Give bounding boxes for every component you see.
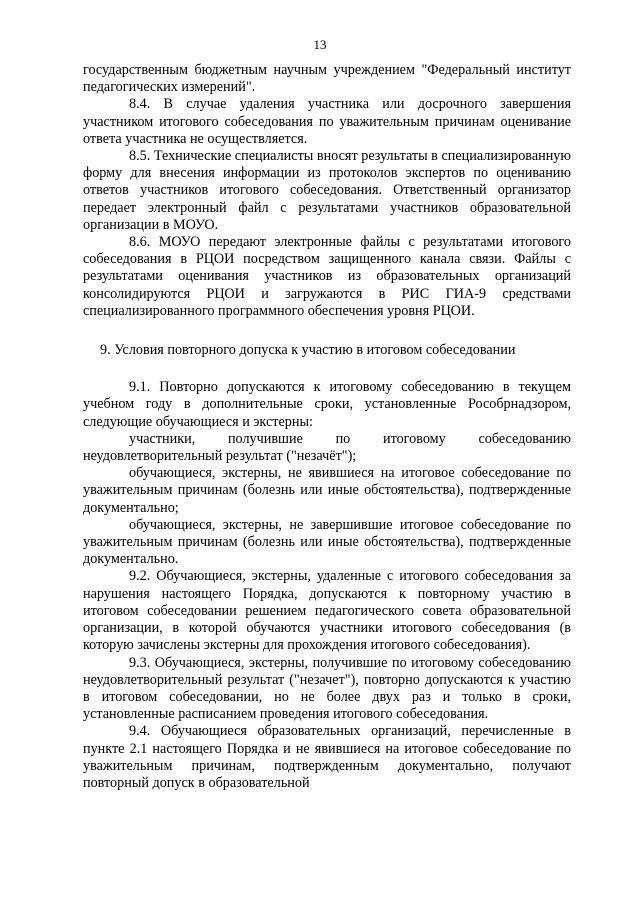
paragraph-8-5: 8.5. Технические специалисты вносят результаты в специализированную форму для внесения информации из протоколов экспертов по оцениванию ответов участников итогового собеседования. Ответственный организатор передает электронный файл с результатами участников образовательной организации в МОУО.	[83, 148, 571, 233]
page-number: 13	[313, 37, 327, 52]
list-item: обучающиеся, экстерны, не явившиеся на итоговое собеседование по уважительным причинам (болезнь или иные обстоятельства), подтвержденные документально;	[83, 465, 571, 516]
document-body	[83, 62, 571, 792]
paragraph-9-1: 9.1. Повторно допускаются к итоговому собеседованию в текущем учебном году в дополнительные сроки, установленные Рособрнадзором, следующие обучающиеся и экстерны:	[83, 379, 571, 430]
section-heading: 9. Условия повторного допуска к участию в итоговом собеседовании	[100, 342, 516, 359]
paragraph-8-6: 8.6. МОУО передают электронные файлы с результатами итогового собеседования в РЦОИ посредством защищенного канала связи. Файлы с результатами оценивания участников из образовательных организаций консолидируются РЦОИ и загружаются в РИС ГИА-9 средствами специализированного программного обеспечения уровня РЦОИ.	[83, 234, 571, 319]
paragraph-9-3: 9.3. Обучающиеся, экстерны, получившие по итоговому собеседованию неудовлетворительный результат ("незачет"), повторно допускаются к участию в итоговом собеседовании, но не более двух раз и только в сроки, установленные расписанием проведения итогового собеседования.	[83, 654, 571, 723]
paragraph-9-4: 9.4. Обучающиеся образовательных организаций, перечисленные в пункте 2.1 настоящего Порядка и не явившиеся на итоговое собеседование по уважительным причинам, подтвержденным документально, получают повторный допуск в образовательной	[83, 723, 571, 791]
paragraph-8-4: 8.4. В случае удаления участника или досрочного завершения участником итогового собеседования по уважительным причинам оценивание ответа участника не осуществляется.	[83, 96, 571, 147]
paragraph-9-2: 9.2. Обучающиеся, экстерны, удаленные с итогового собеседования за нарушения настоящего Порядка, допускаются к повторному участию в итоговом собеседовании решением педагогического совета образовательной организации, в которой обучаются участники итогового собеседования (в которую зачислены экстерны для прохождения итогового собеседования).	[83, 568, 571, 654]
paragraph: государственным бюджетным научным учреждением "Федеральный институт педагогических измерений".	[83, 62, 571, 96]
list-item: обучающиеся, экстерны, не завершившие итоговое собеседование по уважительным причинам (болезнь или иные обстоятельства), подтвержденные документально.	[83, 516, 571, 568]
list-item: участники, получившие по итоговому собеседованию неудовлетворительный результат ("незачёт");	[83, 430, 571, 465]
